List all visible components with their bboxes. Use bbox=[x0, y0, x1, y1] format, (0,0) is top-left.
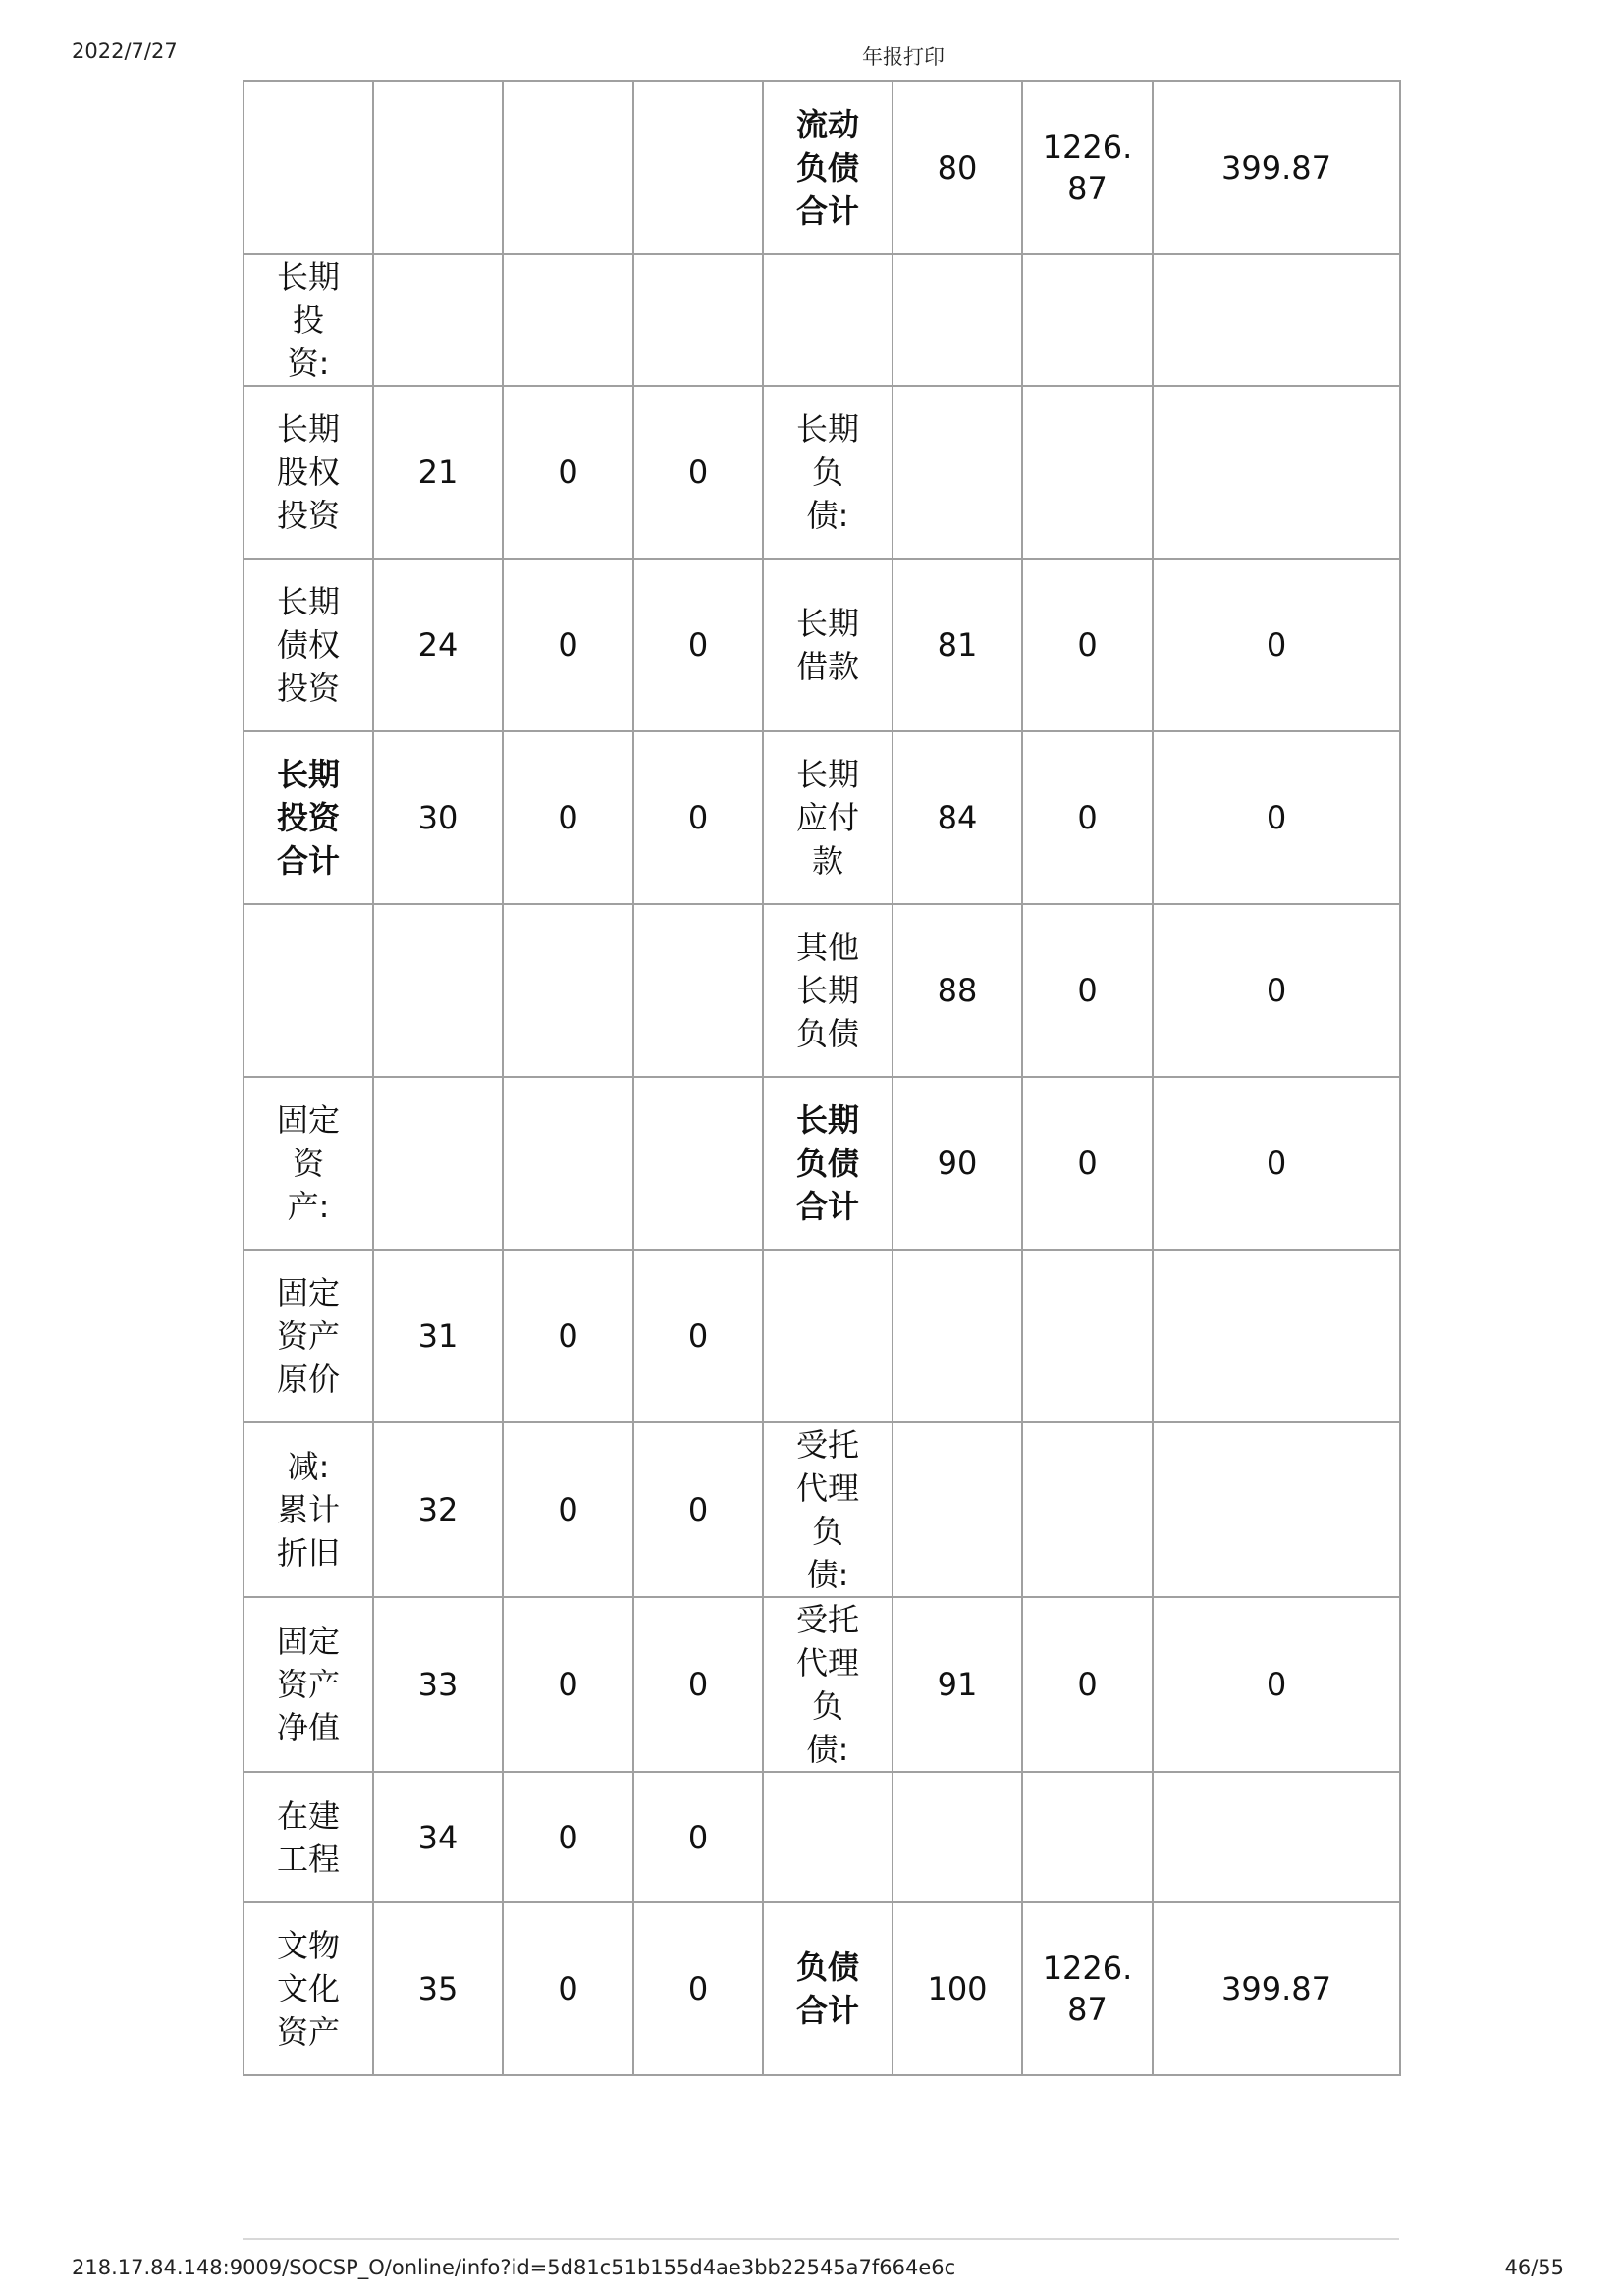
right-begin-value-cell bbox=[1153, 254, 1400, 386]
table-row bbox=[243, 559, 1400, 731]
left-label-cell bbox=[243, 731, 373, 904]
right-end-value-text: 1226.87 bbox=[1042, 1949, 1133, 2028]
left-end-value-cell bbox=[503, 81, 633, 254]
right-begin-value-text: 0 bbox=[1266, 1666, 1287, 1703]
left-line-number-cell bbox=[373, 1772, 503, 1902]
left-begin-value-cell bbox=[633, 81, 763, 254]
left-line-number-text: 30 bbox=[417, 799, 459, 836]
left-end-value-text: 0 bbox=[558, 1818, 578, 1856]
left-end-value-cell bbox=[503, 1077, 633, 1250]
left-begin-value-cell bbox=[633, 1772, 763, 1902]
right-end-value-text: 0 bbox=[1077, 799, 1098, 836]
right-line-number-cell bbox=[893, 1422, 1022, 1597]
right-line-number-cell bbox=[893, 1772, 1022, 1902]
right-begin-value-text: 0 bbox=[1266, 1145, 1287, 1182]
left-begin-value-text: 0 bbox=[687, 1818, 709, 1856]
left-line-number-text: 24 bbox=[417, 626, 459, 664]
right-label-text: 长期应付款 bbox=[795, 756, 859, 880]
right-label-text: 长期负债合计 bbox=[795, 1101, 859, 1225]
left-end-value-cell bbox=[503, 1902, 633, 2075]
right-line-number-text: 81 bbox=[937, 626, 978, 664]
left-line-number-cell bbox=[373, 1250, 503, 1422]
right-line-number-cell bbox=[893, 731, 1022, 904]
left-end-value-text: 0 bbox=[558, 1491, 578, 1528]
right-label-cell bbox=[763, 1597, 893, 1772]
table-row bbox=[243, 1422, 1400, 1597]
left-begin-value-text: 0 bbox=[687, 1970, 709, 2007]
page-number: 46/55 bbox=[1504, 2256, 1564, 2279]
right-begin-value-cell bbox=[1153, 386, 1400, 559]
table-row bbox=[243, 1772, 1400, 1902]
left-label-text: 长期股权投资 bbox=[276, 410, 340, 534]
right-end-value-cell bbox=[1022, 1772, 1153, 1902]
right-end-value-cell bbox=[1022, 904, 1153, 1077]
right-line-number-text: 90 bbox=[937, 1145, 978, 1182]
right-end-value-cell bbox=[1022, 1422, 1153, 1597]
right-line-number-cell bbox=[893, 81, 1022, 254]
right-line-number-text: 80 bbox=[937, 149, 978, 187]
left-label-cell bbox=[243, 254, 373, 386]
left-label-text: 固定资产净值 bbox=[276, 1623, 340, 1746]
left-begin-value-cell bbox=[633, 1077, 763, 1250]
right-end-value-cell bbox=[1022, 81, 1153, 254]
right-line-number-text: 100 bbox=[927, 1970, 988, 2007]
right-line-number-text: 91 bbox=[937, 1666, 978, 1703]
left-label-text: 在建工程 bbox=[276, 1796, 340, 1878]
right-begin-value-cell bbox=[1153, 1597, 1400, 1772]
right-end-value-cell bbox=[1022, 1902, 1153, 2075]
right-line-number-cell bbox=[893, 1077, 1022, 1250]
left-end-value-cell bbox=[503, 904, 633, 1077]
left-end-value-cell bbox=[503, 731, 633, 904]
right-begin-value-cell bbox=[1153, 904, 1400, 1077]
right-label-text: 其他长期负债 bbox=[795, 929, 859, 1052]
left-label-cell bbox=[243, 1902, 373, 2075]
right-begin-value-cell bbox=[1153, 731, 1400, 904]
left-line-number-text: 32 bbox=[417, 1491, 459, 1528]
left-begin-value-text: 0 bbox=[687, 1666, 709, 1703]
left-label-cell bbox=[243, 1422, 373, 1597]
footer-url: 218.17.84.148:9009/SOCSP_O/online/info?id=5d81c51b155d4ae3bb22545a7f664e6c bbox=[72, 2256, 956, 2279]
left-end-value-cell bbox=[503, 386, 633, 559]
right-label-cell bbox=[763, 1250, 893, 1422]
left-begin-value-text: 0 bbox=[687, 454, 709, 491]
right-begin-value-cell bbox=[1153, 559, 1400, 731]
table-row bbox=[243, 386, 1400, 559]
left-label-cell bbox=[243, 1772, 373, 1902]
left-begin-value-cell bbox=[633, 1250, 763, 1422]
left-end-value-text: 0 bbox=[558, 626, 578, 664]
left-label-cell bbox=[243, 904, 373, 1077]
left-end-value-cell bbox=[503, 1597, 633, 1772]
left-label-cell bbox=[243, 386, 373, 559]
left-line-number-cell bbox=[373, 1902, 503, 2075]
left-line-number-cell bbox=[373, 81, 503, 254]
right-end-value-cell bbox=[1022, 386, 1153, 559]
right-begin-value-text: 0 bbox=[1266, 799, 1287, 836]
right-end-value-cell bbox=[1022, 1250, 1153, 1422]
table-row bbox=[243, 731, 1400, 904]
left-line-number-text: 31 bbox=[417, 1317, 459, 1355]
table-row bbox=[243, 1902, 1400, 2075]
right-label-cell bbox=[763, 559, 893, 731]
left-line-number-cell bbox=[373, 254, 503, 386]
left-end-value-text: 0 bbox=[558, 1970, 578, 2007]
right-label-text: 流动负债合计 bbox=[795, 106, 859, 230]
right-begin-value-cell bbox=[1153, 81, 1400, 254]
table-row bbox=[243, 904, 1400, 1077]
right-end-value-text: 0 bbox=[1077, 1666, 1098, 1703]
right-line-number-cell bbox=[893, 1597, 1022, 1772]
print-date: 2022/7/27 bbox=[72, 39, 178, 63]
right-line-number-cell bbox=[893, 1902, 1022, 2075]
right-label-cell bbox=[763, 1902, 893, 2075]
left-label-text: 文物文化资产 bbox=[276, 1927, 340, 2051]
left-end-value-text: 0 bbox=[558, 454, 578, 491]
right-begin-value-cell bbox=[1153, 1772, 1400, 1902]
page-title: 年报打印 bbox=[862, 45, 945, 69]
right-end-value-text: 0 bbox=[1077, 1145, 1098, 1182]
left-line-number-cell bbox=[373, 1597, 503, 1772]
left-begin-value-cell bbox=[633, 386, 763, 559]
right-begin-value-cell bbox=[1153, 1902, 1400, 2075]
right-begin-value-cell bbox=[1153, 1077, 1400, 1250]
left-label-text: 固定资产原价 bbox=[276, 1274, 340, 1398]
left-end-value-cell bbox=[503, 254, 633, 386]
left-label-cell bbox=[243, 1250, 373, 1422]
right-end-value-cell bbox=[1022, 1597, 1153, 1772]
right-label-cell bbox=[763, 1077, 893, 1250]
right-begin-value-text: 0 bbox=[1266, 972, 1287, 1009]
right-label-cell bbox=[763, 81, 893, 254]
right-label-cell bbox=[763, 904, 893, 1077]
left-line-number-text: 21 bbox=[417, 454, 459, 491]
right-end-value-text: 1226.87 bbox=[1042, 128, 1133, 207]
left-line-number-cell bbox=[373, 1077, 503, 1250]
right-label-cell bbox=[763, 1772, 893, 1902]
footer-divider bbox=[243, 2238, 1399, 2240]
right-label-text: 受托代理负债: bbox=[795, 1426, 859, 1593]
left-label-text: 长期投资合计 bbox=[276, 756, 340, 880]
right-end-value-cell bbox=[1022, 254, 1153, 386]
table-row bbox=[243, 81, 1400, 254]
left-begin-value-cell bbox=[633, 731, 763, 904]
left-label-text: 减:累计折旧 bbox=[276, 1448, 340, 1572]
left-label-text: 长期投资: bbox=[276, 258, 340, 382]
right-end-value-cell bbox=[1022, 731, 1153, 904]
left-end-value-cell bbox=[503, 1422, 633, 1597]
right-label-cell bbox=[763, 386, 893, 559]
right-line-number-cell bbox=[893, 1250, 1022, 1422]
right-end-value-cell bbox=[1022, 1077, 1153, 1250]
right-line-number-cell bbox=[893, 559, 1022, 731]
left-label-cell bbox=[243, 1077, 373, 1250]
left-end-value-cell bbox=[503, 559, 633, 731]
right-label-text: 负债合计 bbox=[795, 1949, 859, 2029]
left-end-value-text: 0 bbox=[558, 799, 578, 836]
left-end-value-text: 0 bbox=[558, 1666, 578, 1703]
left-begin-value-cell bbox=[633, 1902, 763, 2075]
right-label-cell bbox=[763, 254, 893, 386]
left-label-cell bbox=[243, 1597, 373, 1772]
left-line-number-cell bbox=[373, 904, 503, 1077]
right-begin-value-text: 399.87 bbox=[1221, 1970, 1331, 2007]
left-line-number-cell bbox=[373, 559, 503, 731]
left-label-text: 固定资产: bbox=[276, 1101, 340, 1225]
right-label-cell bbox=[763, 731, 893, 904]
right-line-number-cell bbox=[893, 904, 1022, 1077]
right-line-number-text: 88 bbox=[937, 972, 978, 1009]
left-line-number-cell bbox=[373, 1422, 503, 1597]
right-line-number-cell bbox=[893, 254, 1022, 386]
right-line-number-cell bbox=[893, 386, 1022, 559]
left-end-value-cell bbox=[503, 1250, 633, 1422]
table-row bbox=[243, 1077, 1400, 1250]
left-begin-value-cell bbox=[633, 904, 763, 1077]
left-begin-value-cell bbox=[633, 559, 763, 731]
left-label-cell bbox=[243, 81, 373, 254]
left-begin-value-text: 0 bbox=[687, 1317, 709, 1355]
balance-sheet-table bbox=[243, 80, 1401, 2076]
right-label-text: 长期负债: bbox=[795, 410, 859, 534]
right-begin-value-cell bbox=[1153, 1250, 1400, 1422]
right-label-text: 长期借款 bbox=[795, 605, 859, 685]
left-line-number-text: 35 bbox=[417, 1970, 459, 2007]
left-label-cell bbox=[243, 559, 373, 731]
left-begin-value-cell bbox=[633, 1422, 763, 1597]
right-begin-value-cell bbox=[1153, 1422, 1400, 1597]
right-begin-value-text: 0 bbox=[1266, 626, 1287, 664]
right-end-value-text: 0 bbox=[1077, 972, 1098, 1009]
left-line-number-cell bbox=[373, 386, 503, 559]
left-end-value-text: 0 bbox=[558, 1317, 578, 1355]
right-end-value-cell bbox=[1022, 559, 1153, 731]
left-line-number-cell bbox=[373, 731, 503, 904]
right-label-text: 受托代理负债: bbox=[795, 1601, 859, 1768]
left-begin-value-cell bbox=[633, 1597, 763, 1772]
left-begin-value-cell bbox=[633, 254, 763, 386]
right-end-value-text: 0 bbox=[1077, 626, 1098, 664]
right-begin-value-text: 399.87 bbox=[1221, 149, 1331, 187]
left-end-value-cell bbox=[503, 1772, 633, 1902]
left-line-number-text: 34 bbox=[417, 1818, 459, 1856]
left-begin-value-text: 0 bbox=[687, 799, 709, 836]
right-label-cell bbox=[763, 1422, 893, 1597]
right-line-number-text: 84 bbox=[937, 799, 978, 836]
table-row bbox=[243, 254, 1400, 386]
left-line-number-text: 33 bbox=[417, 1666, 459, 1703]
left-begin-value-text: 0 bbox=[687, 626, 709, 664]
table-row bbox=[243, 1597, 1400, 1772]
left-begin-value-text: 0 bbox=[687, 1491, 709, 1528]
table-row bbox=[243, 1250, 1400, 1422]
left-label-text: 长期债权投资 bbox=[276, 583, 340, 707]
